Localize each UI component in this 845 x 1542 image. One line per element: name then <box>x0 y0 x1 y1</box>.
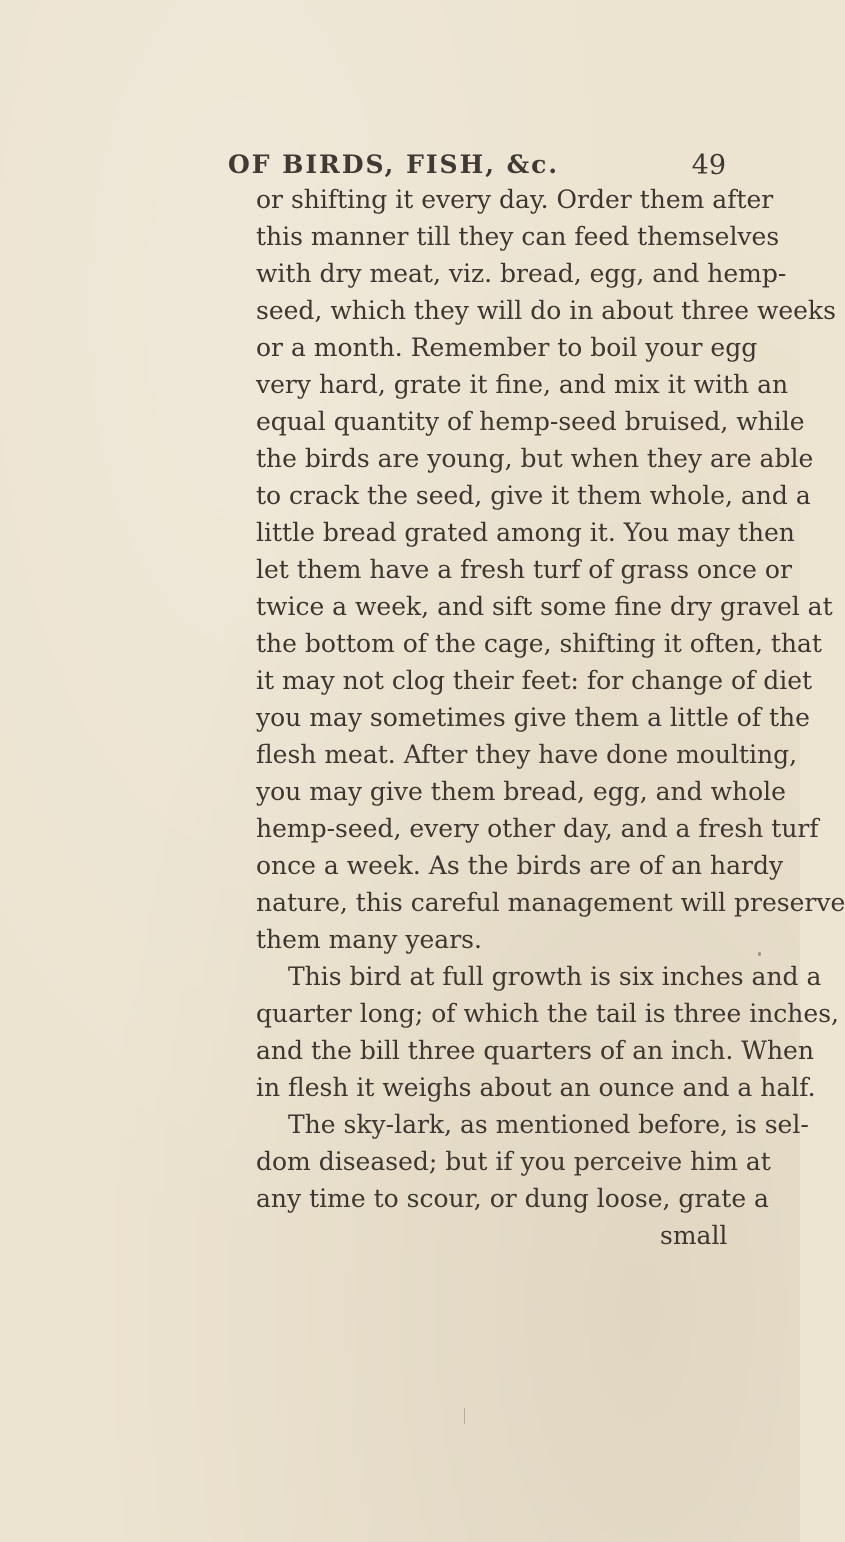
paper-mark <box>464 1408 465 1424</box>
text-line: to crack the seed, give it them whole, and a <box>256 481 811 510</box>
catchword: small <box>660 1221 728 1250</box>
text-line: with dry meat, viz. bread, egg, and hemp- <box>256 259 787 288</box>
running-title: OF BIRDS, FISH, &c. <box>228 150 560 179</box>
text-line: nature, this careful management will preserve <box>256 888 845 917</box>
text-line: twice a week, and sift some fine dry gravel at <box>256 592 833 621</box>
text-line: let them have a fresh turf of grass once or <box>256 555 792 584</box>
paper-speck <box>758 952 761 956</box>
text-line: quarter long; of which the tail is three inches, <box>256 999 839 1028</box>
paragraph-start-line: The sky-lark, as mentioned before, is sel- <box>288 1110 809 1139</box>
text-line: this manner till they can feed themselves <box>256 222 780 251</box>
paragraph-start-line: This bird at full growth is six inches and a <box>288 962 822 991</box>
text-line: little bread grated among it. You may then <box>256 518 795 547</box>
text-line: equal quantity of hemp-seed bruised, while <box>256 407 805 436</box>
text-line: or a month. Remember to boil your egg <box>256 333 758 362</box>
text-line: them many years. <box>256 925 482 954</box>
text-line: hemp-seed, every other day, and a fresh turf <box>256 814 819 843</box>
text-line: dom diseased; but if you perceive him at <box>256 1147 771 1176</box>
text-line: or shifting it every day. Order them after <box>256 185 774 214</box>
text-line: it may not clog their feet: for change of diet <box>256 666 813 695</box>
text-line: seed, which they will do in about three weeks <box>256 296 836 325</box>
page-number: 49 <box>691 150 726 181</box>
text-line: the bottom of the cage, shifting it often, that <box>256 629 822 658</box>
text-line: you may give them bread, egg, and whole <box>256 777 786 806</box>
text-line: and the bill three quarters of an inch. When <box>256 1036 814 1065</box>
text-line: once a week. As the birds are of an hardy <box>256 851 784 880</box>
text-line: any time to scour, or dung loose, grate a <box>256 1184 769 1213</box>
text-line: very hard, grate it fine, and mix it with an <box>256 370 789 399</box>
text-line: you may sometimes give them a little of the <box>256 703 810 732</box>
text-line: the birds are young, but when they are able <box>256 444 814 473</box>
text-line: flesh meat. After they have done moulting, <box>256 740 798 769</box>
text-line: in flesh it weighs about an ounce and a half. <box>256 1073 816 1102</box>
